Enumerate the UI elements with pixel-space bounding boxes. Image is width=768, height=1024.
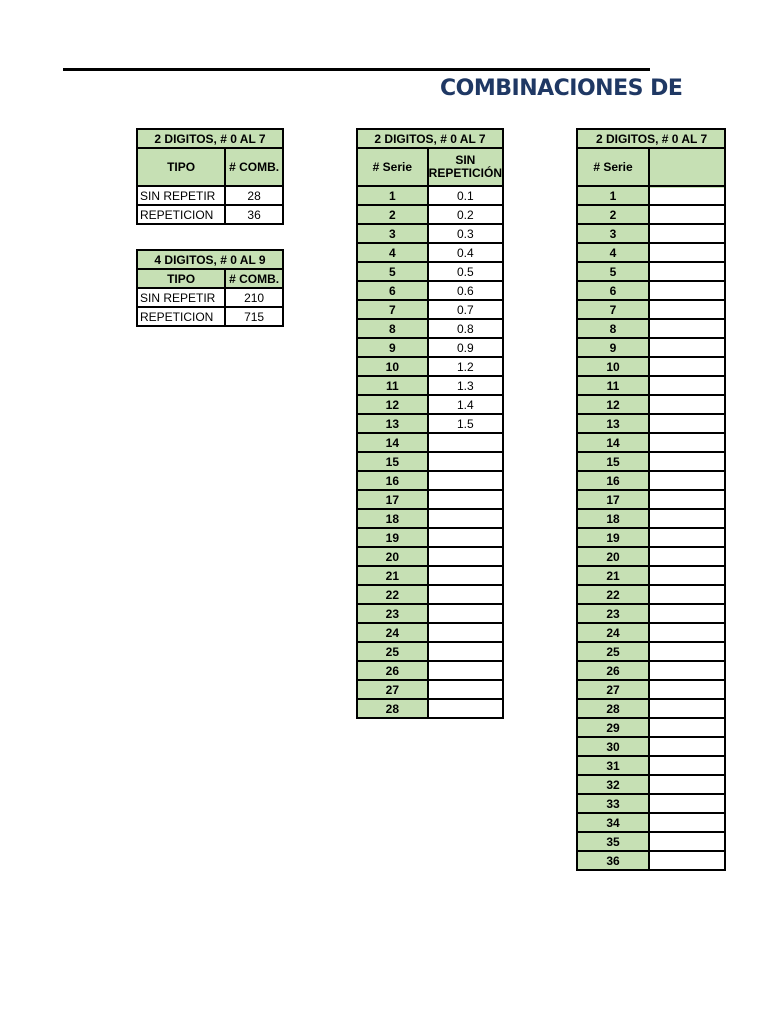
table-row	[357, 585, 503, 604]
cell-serie: 14	[357, 433, 428, 452]
table-row	[577, 357, 725, 376]
cell-serie: 22	[577, 585, 649, 604]
table-caption: 2 DIGITOS, # 0 AL 7	[357, 129, 503, 148]
cell-value: 0.1	[428, 186, 503, 205]
cell-serie: 25	[357, 642, 428, 661]
cell-serie: 10	[357, 357, 428, 376]
cell-comb: 715	[225, 307, 283, 326]
cell-value: 1.5	[428, 414, 503, 433]
cell-serie: 23	[357, 604, 428, 623]
table-row	[577, 243, 725, 262]
table-row	[357, 528, 503, 547]
cell-serie: 15	[357, 452, 428, 471]
cell-value	[649, 224, 725, 243]
cell-value	[649, 452, 725, 471]
cell-serie: 27	[577, 680, 649, 699]
cell-value	[649, 699, 725, 718]
table-caption: 2 DIGITOS, # 0 AL 7	[577, 129, 725, 148]
table-row	[357, 262, 503, 281]
cell-value	[649, 262, 725, 281]
cell-tipo: SIN REPETIR	[137, 186, 225, 205]
table-row	[577, 433, 725, 452]
col-header-comb: # COMB.	[225, 269, 283, 288]
cell-comb: 210	[225, 288, 283, 307]
table-4digitos-summary	[136, 249, 284, 327]
cell-serie: 27	[357, 680, 428, 699]
cell-value	[649, 205, 725, 224]
title-rule	[63, 68, 650, 71]
table-caption: 2 DIGITOS, # 0 AL 7	[137, 129, 283, 148]
table-row	[357, 452, 503, 471]
table-row	[357, 224, 503, 243]
cell-serie: 8	[577, 319, 649, 338]
table-row	[577, 794, 725, 813]
cell-serie: 29	[577, 718, 649, 737]
table-row	[577, 471, 725, 490]
cell-serie: 26	[357, 661, 428, 680]
col-header-tipo: TIPO	[137, 269, 225, 288]
cell-serie: 35	[577, 832, 649, 851]
col-header-blank	[649, 148, 725, 186]
cell-serie: 12	[357, 395, 428, 414]
table-row	[577, 642, 725, 661]
cell-tipo: SIN REPETIR	[137, 288, 225, 307]
cell-serie: 14	[577, 433, 649, 452]
cell-serie: 12	[577, 395, 649, 414]
cell-serie: 32	[577, 775, 649, 794]
table-row	[357, 338, 503, 357]
cell-value	[428, 490, 503, 509]
table-row	[577, 262, 725, 281]
table-row	[577, 680, 725, 699]
table-row	[357, 699, 503, 718]
table-row	[577, 813, 725, 832]
cell-value	[649, 433, 725, 452]
table-row	[577, 452, 725, 471]
cell-value: 0.8	[428, 319, 503, 338]
cell-serie: 2	[577, 205, 649, 224]
table-row	[577, 528, 725, 547]
table-row	[357, 205, 503, 224]
cell-serie: 20	[577, 547, 649, 566]
table-row	[577, 376, 725, 395]
cell-serie: 24	[577, 623, 649, 642]
table-row	[577, 509, 725, 528]
cell-serie: 7	[357, 300, 428, 319]
cell-serie: 8	[357, 319, 428, 338]
table-row	[357, 300, 503, 319]
table-row	[357, 604, 503, 623]
cell-serie: 9	[577, 338, 649, 357]
table-repeticion-clipped	[576, 128, 708, 928]
cell-value	[428, 452, 503, 471]
cell-serie: 34	[577, 813, 649, 832]
cell-value	[649, 300, 725, 319]
cell-value	[428, 528, 503, 547]
table-row	[357, 319, 503, 338]
cell-serie: 28	[357, 699, 428, 718]
table-row	[357, 395, 503, 414]
cell-serie: 31	[577, 756, 649, 775]
table-row	[577, 205, 725, 224]
cell-serie: 5	[577, 262, 649, 281]
table-row	[577, 281, 725, 300]
cell-serie: 19	[357, 528, 428, 547]
cell-comb: 36	[225, 205, 283, 224]
cell-value	[649, 243, 725, 262]
cell-serie: 30	[577, 737, 649, 756]
cell-value: 1.4	[428, 395, 503, 414]
table-2digitos-summary	[136, 128, 284, 225]
table-caption: 4 DIGITOS, # 0 AL 9	[137, 250, 283, 269]
page-title: COMBINACIONES DE	[440, 76, 683, 101]
cell-serie: 3	[357, 224, 428, 243]
cell-serie: 28	[577, 699, 649, 718]
table-row	[357, 357, 503, 376]
cell-value	[649, 775, 725, 794]
cell-value	[649, 623, 725, 642]
table-row	[137, 186, 283, 205]
cell-value: 1.3	[428, 376, 503, 395]
table-row	[357, 471, 503, 490]
cell-serie: 19	[577, 528, 649, 547]
cell-serie: 36	[577, 851, 649, 870]
cell-value	[649, 794, 725, 813]
table-row	[137, 307, 283, 326]
table-row	[357, 547, 503, 566]
cell-serie: 13	[357, 414, 428, 433]
cell-value: 0.5	[428, 262, 503, 281]
cell-serie: 16	[357, 471, 428, 490]
table-row	[577, 737, 725, 756]
cell-value	[649, 642, 725, 661]
table-row	[577, 775, 725, 794]
table-row	[357, 186, 503, 205]
cell-value	[428, 471, 503, 490]
cell-serie: 24	[357, 623, 428, 642]
table-row	[357, 623, 503, 642]
col-header-comb: # COMB.	[225, 148, 283, 186]
cell-serie: 25	[577, 642, 649, 661]
cell-value	[649, 414, 725, 433]
cell-value	[428, 433, 503, 452]
cell-value	[649, 395, 725, 414]
cell-value: 0.7	[428, 300, 503, 319]
cell-value	[649, 718, 725, 737]
cell-serie: 16	[577, 471, 649, 490]
table-serie-sin-repeticion	[356, 128, 504, 719]
cell-serie: 2	[357, 205, 428, 224]
table-row	[357, 509, 503, 528]
table-row	[577, 186, 725, 205]
table-row	[137, 288, 283, 307]
table-row	[357, 433, 503, 452]
cell-value	[649, 851, 725, 870]
cell-value	[649, 319, 725, 338]
table-row	[577, 832, 725, 851]
cell-value	[428, 566, 503, 585]
cell-serie: 4	[577, 243, 649, 262]
cell-tipo: REPETICION	[137, 205, 225, 224]
table-row	[577, 395, 725, 414]
cell-serie: 7	[577, 300, 649, 319]
cell-value	[428, 661, 503, 680]
cell-serie: 22	[357, 585, 428, 604]
cell-serie: 17	[357, 490, 428, 509]
table-row	[577, 661, 725, 680]
cell-serie: 6	[577, 281, 649, 300]
cell-serie: 18	[357, 509, 428, 528]
table-row	[577, 699, 725, 718]
table-row	[137, 205, 283, 224]
table-row	[577, 319, 725, 338]
cell-value	[428, 642, 503, 661]
table-row	[577, 300, 725, 319]
cell-serie: 1	[357, 186, 428, 205]
cell-value	[649, 281, 725, 300]
table-row	[577, 566, 725, 585]
col-header-sin-repeticion: SIN REPETICIÓN	[428, 148, 503, 186]
cell-value	[649, 490, 725, 509]
cell-comb: 28	[225, 186, 283, 205]
cell-serie: 13	[577, 414, 649, 433]
cell-value	[649, 376, 725, 395]
table-row	[577, 547, 725, 566]
table-row	[357, 376, 503, 395]
cell-serie: 21	[357, 566, 428, 585]
cell-serie: 33	[577, 794, 649, 813]
cell-value	[428, 547, 503, 566]
table-row	[357, 490, 503, 509]
cell-value: 0.6	[428, 281, 503, 300]
table-row	[357, 642, 503, 661]
table-row	[577, 604, 725, 623]
cell-value	[649, 471, 725, 490]
cell-value	[428, 680, 503, 699]
table-row	[577, 756, 725, 775]
cell-value	[649, 585, 725, 604]
cell-serie: 11	[577, 376, 649, 395]
cell-value	[649, 528, 725, 547]
table-row	[577, 585, 725, 604]
cell-value	[649, 186, 725, 205]
col-header-tipo: TIPO	[137, 148, 225, 186]
cell-serie: 5	[357, 262, 428, 281]
cell-serie: 10	[577, 357, 649, 376]
cell-value	[649, 566, 725, 585]
table-serie-repeticion	[576, 128, 726, 871]
table-row	[357, 566, 503, 585]
cell-serie: 1	[577, 186, 649, 205]
cell-value	[649, 338, 725, 357]
cell-value: 0.4	[428, 243, 503, 262]
cell-serie: 6	[357, 281, 428, 300]
cell-serie: 17	[577, 490, 649, 509]
table-row	[577, 623, 725, 642]
table-row	[577, 414, 725, 433]
cell-serie: 3	[577, 224, 649, 243]
cell-value	[649, 813, 725, 832]
table-row	[577, 490, 725, 509]
table-row	[357, 414, 503, 433]
table-row	[357, 680, 503, 699]
table-row	[577, 338, 725, 357]
cell-serie: 4	[357, 243, 428, 262]
cell-value	[649, 547, 725, 566]
cell-serie: 11	[357, 376, 428, 395]
cell-serie: 18	[577, 509, 649, 528]
cell-serie: 21	[577, 566, 649, 585]
cell-value	[428, 699, 503, 718]
cell-tipo: REPETICION	[137, 307, 225, 326]
cell-serie: 23	[577, 604, 649, 623]
table-row	[577, 851, 725, 870]
cell-value: 0.3	[428, 224, 503, 243]
cell-value	[649, 509, 725, 528]
cell-value	[428, 604, 503, 623]
col-header-serie: # Serie	[357, 148, 428, 186]
col-header-serie: # Serie	[577, 148, 649, 186]
cell-value: 0.9	[428, 338, 503, 357]
table-row	[577, 718, 725, 737]
cell-value	[649, 661, 725, 680]
table-row	[577, 224, 725, 243]
table-row	[357, 661, 503, 680]
cell-value	[649, 756, 725, 775]
cell-value	[649, 832, 725, 851]
table-row	[357, 281, 503, 300]
cell-value: 1.2	[428, 357, 503, 376]
cell-value	[649, 357, 725, 376]
cell-value	[428, 509, 503, 528]
cell-value	[649, 604, 725, 623]
cell-serie: 26	[577, 661, 649, 680]
cell-value	[649, 680, 725, 699]
cell-serie: 15	[577, 452, 649, 471]
cell-value: 0.2	[428, 205, 503, 224]
cell-serie: 9	[357, 338, 428, 357]
cell-value	[428, 585, 503, 604]
cell-value	[428, 623, 503, 642]
cell-serie: 20	[357, 547, 428, 566]
table-row	[357, 243, 503, 262]
cell-value	[649, 737, 725, 756]
